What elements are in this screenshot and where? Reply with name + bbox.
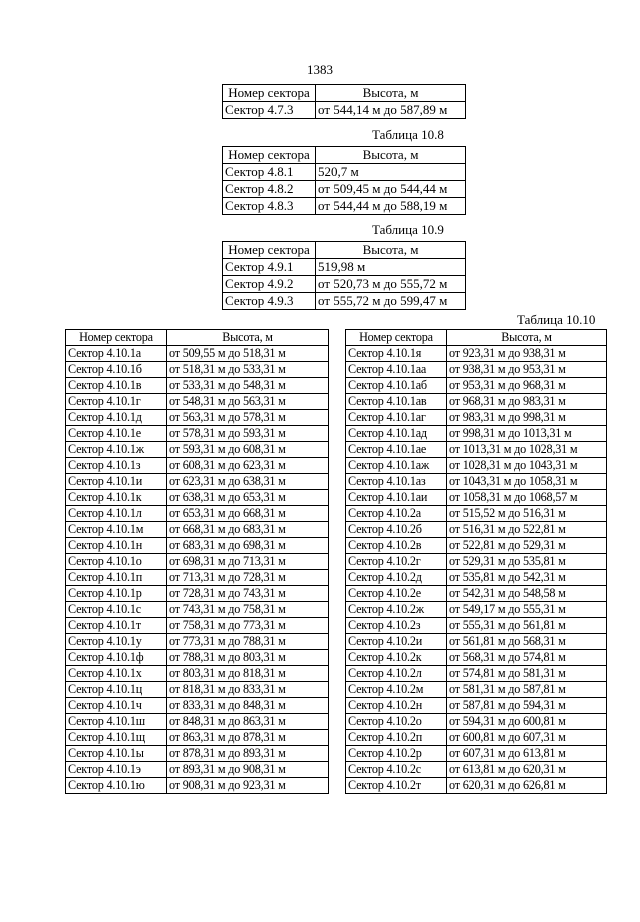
height-cell: от 773,31 м до 788,31 м <box>167 634 329 650</box>
height-cell: от 608,31 м до 623,31 м <box>167 458 329 474</box>
table-row <box>66 778 329 794</box>
height-cell: от 983,31 м до 998,31 м <box>447 410 607 426</box>
table-10-10-caption: Таблица 10.10 <box>517 312 596 327</box>
table-row <box>223 102 466 119</box>
column-header-height: Высота, м <box>167 330 329 346</box>
table-row <box>346 554 607 570</box>
table-row <box>346 410 607 426</box>
table-row <box>346 730 607 746</box>
height-cell: от 623,31 м до 638,31 м <box>167 474 329 490</box>
sector-cell: Сектор 4.10.1ш <box>66 714 167 730</box>
table-row <box>346 394 607 410</box>
sector-cell: Сектор 4.10.1ч <box>66 698 167 714</box>
table-row <box>346 778 607 794</box>
table-row <box>66 714 329 730</box>
table-row <box>346 506 607 522</box>
height-cell: от 555,31 м до 561,81 м <box>447 618 607 634</box>
table-row <box>66 346 329 362</box>
height-cell: от 607,31 м до 613,81 м <box>447 746 607 762</box>
height-cell: от 713,31 м до 728,31 м <box>167 570 329 586</box>
height-cell: от 509,45 м до 544,44 м <box>316 181 466 198</box>
column-header-height: Высота, м <box>316 242 466 259</box>
height-cell: от 544,14 м до 587,89 м <box>316 102 466 119</box>
height-cell: от 594,31 м до 600,81 м <box>447 714 607 730</box>
sector-cell: Сектор 4.10.1ф <box>66 650 167 666</box>
table-row <box>66 666 329 682</box>
table-row <box>223 276 466 293</box>
table-10-7-tail <box>222 84 466 119</box>
height-cell: от 561,81 м до 568,31 м <box>447 634 607 650</box>
table-row <box>346 522 607 538</box>
column-header-sector: Номер сектора <box>346 330 447 346</box>
sector-cell: Сектор 4.10.2п <box>346 730 447 746</box>
height-cell: от 520,73 м до 555,72 м <box>316 276 466 293</box>
sector-cell: Сектор 4.10.1ав <box>346 394 447 410</box>
height-cell: от 549,17 м до 555,31 м <box>447 602 607 618</box>
sector-cell: Сектор 4.10.2т <box>346 778 447 794</box>
table-row <box>66 762 329 778</box>
sector-cell: Сектор 4.10.2н <box>346 698 447 714</box>
table-row <box>346 666 607 682</box>
sector-cell: Сектор 4.10.1ж <box>66 442 167 458</box>
sector-cell: Сектор 4.10.1и <box>66 474 167 490</box>
sector-cell: Сектор 4.10.2г <box>346 554 447 570</box>
height-cell: от 683,31 м до 698,31 м <box>167 538 329 554</box>
sector-cell: Сектор 4.7.3 <box>223 102 316 119</box>
table-row <box>223 293 466 310</box>
table-row <box>66 682 329 698</box>
sector-cell: Сектор 4.10.1ы <box>66 746 167 762</box>
table-row <box>66 506 329 522</box>
header-row <box>223 147 466 164</box>
sector-cell: Сектор 4.10.2в <box>346 538 447 554</box>
sector-cell: Сектор 4.10.1щ <box>66 730 167 746</box>
height-cell: от 758,31 м до 773,31 м <box>167 618 329 634</box>
height-cell: от 522,81 м до 529,31 м <box>447 538 607 554</box>
header-row <box>346 330 607 346</box>
sector-cell: Сектор 4.10.1аз <box>346 474 447 490</box>
table-10-9-caption: Таблица 10.9 <box>372 222 444 237</box>
sector-cell: Сектор 4.10.2с <box>346 762 447 778</box>
height-cell: от 1058,31 м до 1068,57 м <box>447 490 607 506</box>
height-cell: от 968,31 м до 983,31 м <box>447 394 607 410</box>
sector-cell: Сектор 4.10.2о <box>346 714 447 730</box>
table-row <box>66 426 329 442</box>
height-cell: от 529,31 м до 535,81 м <box>447 554 607 570</box>
sector-cell: Сектор 4.9.1 <box>223 259 316 276</box>
height-cell: от 544,44 м до 588,19 м <box>316 198 466 215</box>
height-cell: от 833,31 м до 848,31 м <box>167 698 329 714</box>
height-cell: от 803,31 м до 818,31 м <box>167 666 329 682</box>
height-cell: от 533,31 м до 548,31 м <box>167 378 329 394</box>
table-row <box>66 698 329 714</box>
sector-cell: Сектор 4.10.1аж <box>346 458 447 474</box>
height-cell: от 563,31 м до 578,31 м <box>167 410 329 426</box>
height-cell: от 998,31 м до 1013,31 м <box>447 426 607 442</box>
table-row <box>66 650 329 666</box>
table-10-10-left <box>65 329 329 794</box>
header-row <box>66 330 329 346</box>
height-cell: от 848,31 м до 863,31 м <box>167 714 329 730</box>
sector-cell: Сектор 4.10.1с <box>66 602 167 618</box>
sector-cell: Сектор 4.10.1н <box>66 538 167 554</box>
sector-cell: Сектор 4.8.3 <box>223 198 316 215</box>
sector-cell: Сектор 4.10.2м <box>346 682 447 698</box>
sector-cell: Сектор 4.10.1д <box>66 410 167 426</box>
height-cell: от 613,81 м до 620,31 м <box>447 762 607 778</box>
height-cell: от 548,31 м до 563,31 м <box>167 394 329 410</box>
table-row <box>66 634 329 650</box>
table-row <box>346 618 607 634</box>
sector-cell: Сектор 4.10.1г <box>66 394 167 410</box>
table-row <box>346 378 607 394</box>
height-cell: от 818,31 м до 833,31 м <box>167 682 329 698</box>
sector-cell: Сектор 4.10.1аи <box>346 490 447 506</box>
height-cell: 520,7 м <box>316 164 466 181</box>
sector-cell: Сектор 4.10.1э <box>66 762 167 778</box>
table-10-8 <box>222 146 466 215</box>
height-cell: 519,98 м <box>316 259 466 276</box>
table-10-10-right <box>345 329 607 794</box>
height-cell: от 568,31 м до 574,81 м <box>447 650 607 666</box>
table-row <box>66 378 329 394</box>
sector-cell: Сектор 4.10.1ю <box>66 778 167 794</box>
height-cell: от 698,31 м до 713,31 м <box>167 554 329 570</box>
sector-cell: Сектор 4.10.2е <box>346 586 447 602</box>
sector-cell: Сектор 4.9.3 <box>223 293 316 310</box>
sector-cell: Сектор 4.10.2л <box>346 666 447 682</box>
table-row <box>66 442 329 458</box>
height-cell: от 1028,31 м до 1043,31 м <box>447 458 607 474</box>
table-row <box>223 259 466 276</box>
height-cell: от 600,81 м до 607,31 м <box>447 730 607 746</box>
column-header-sector: Номер сектора <box>66 330 167 346</box>
sector-cell: Сектор 4.10.1аг <box>346 410 447 426</box>
column-header-sector: Номер сектора <box>223 147 316 164</box>
table-row <box>223 164 466 181</box>
table-row <box>66 538 329 554</box>
height-cell: от 728,31 м до 743,31 м <box>167 586 329 602</box>
table-row <box>346 650 607 666</box>
height-cell: от 542,31 м до 548,58 м <box>447 586 607 602</box>
table-row <box>66 746 329 762</box>
table-row <box>346 714 607 730</box>
sector-cell: Сектор 4.10.2д <box>346 570 447 586</box>
height-cell: от 574,81 м до 581,31 м <box>447 666 607 682</box>
height-cell: от 923,31 м до 938,31 м <box>447 346 607 362</box>
table-row <box>346 698 607 714</box>
height-cell: от 593,31 м до 608,31 м <box>167 442 329 458</box>
sector-cell: Сектор 4.10.1а <box>66 346 167 362</box>
table-row <box>346 346 607 362</box>
sector-cell: Сектор 4.10.1з <box>66 458 167 474</box>
table-row <box>346 746 607 762</box>
table-10-8-caption: Таблица 10.8 <box>372 127 444 142</box>
height-cell: от 1043,31 м до 1058,31 м <box>447 474 607 490</box>
table-row <box>66 618 329 634</box>
height-cell: от 788,31 м до 803,31 м <box>167 650 329 666</box>
page-number: 1383 <box>307 62 333 77</box>
table-row <box>346 682 607 698</box>
table-row <box>66 490 329 506</box>
sector-cell: Сектор 4.10.1р <box>66 586 167 602</box>
sector-cell: Сектор 4.10.1ад <box>346 426 447 442</box>
sector-cell: Сектор 4.10.1ц <box>66 682 167 698</box>
height-cell: от 863,31 м до 878,31 м <box>167 730 329 746</box>
height-cell: от 620,31 м до 626,81 м <box>447 778 607 794</box>
sector-cell: Сектор 4.10.1о <box>66 554 167 570</box>
column-header-height: Высота, м <box>316 147 466 164</box>
sector-cell: Сектор 4.10.1п <box>66 570 167 586</box>
table-row <box>66 410 329 426</box>
table-row <box>66 570 329 586</box>
table-row <box>346 538 607 554</box>
header-row <box>223 242 466 259</box>
table-row <box>346 442 607 458</box>
sector-cell: Сектор 4.8.1 <box>223 164 316 181</box>
height-cell: от 668,31 м до 683,31 м <box>167 522 329 538</box>
table-row <box>66 554 329 570</box>
height-cell: от 578,31 м до 593,31 м <box>167 426 329 442</box>
table-row <box>66 394 329 410</box>
height-cell: от 581,31 м до 587,81 м <box>447 682 607 698</box>
sector-cell: Сектор 4.8.2 <box>223 181 316 198</box>
sector-cell: Сектор 4.10.2к <box>346 650 447 666</box>
sector-cell: Сектор 4.10.1х <box>66 666 167 682</box>
height-cell: от 516,31 м до 522,81 м <box>447 522 607 538</box>
sector-cell: Сектор 4.10.1м <box>66 522 167 538</box>
height-cell: от 515,52 м до 516,31 м <box>447 506 607 522</box>
sector-cell: Сектор 4.10.2б <box>346 522 447 538</box>
column-header-height: Высота, м <box>316 85 466 102</box>
sector-cell: Сектор 4.9.2 <box>223 276 316 293</box>
table-row <box>66 458 329 474</box>
table-row <box>346 458 607 474</box>
height-cell: от 878,31 м до 893,31 м <box>167 746 329 762</box>
sector-cell: Сектор 4.10.2р <box>346 746 447 762</box>
table-row <box>66 730 329 746</box>
table-row <box>346 570 607 586</box>
table-row <box>346 762 607 778</box>
table-row <box>346 426 607 442</box>
sector-cell: Сектор 4.10.1т <box>66 618 167 634</box>
table-row <box>223 198 466 215</box>
height-cell: от 938,31 м до 953,31 м <box>447 362 607 378</box>
column-header-sector: Номер сектора <box>223 242 316 259</box>
height-cell: от 587,81 м до 594,31 м <box>447 698 607 714</box>
table-row <box>66 586 329 602</box>
height-cell: от 953,31 м до 968,31 м <box>447 378 607 394</box>
sector-cell: Сектор 4.10.1л <box>66 506 167 522</box>
sector-cell: Сектор 4.10.1я <box>346 346 447 362</box>
sector-cell: Сектор 4.10.1б <box>66 362 167 378</box>
column-header-sector: Номер сектора <box>223 85 316 102</box>
sector-cell: Сектор 4.10.2ж <box>346 602 447 618</box>
sector-cell: Сектор 4.10.1ае <box>346 442 447 458</box>
table-row <box>66 522 329 538</box>
height-cell: от 509,55 м до 518,31 м <box>167 346 329 362</box>
table-row <box>66 474 329 490</box>
table-row <box>346 634 607 650</box>
table-row <box>346 474 607 490</box>
sector-cell: Сектор 4.10.1к <box>66 490 167 506</box>
table-row <box>346 586 607 602</box>
table-row <box>346 362 607 378</box>
height-cell: от 908,31 м до 923,31 м <box>167 778 329 794</box>
sector-cell: Сектор 4.10.1в <box>66 378 167 394</box>
table-row <box>66 602 329 618</box>
sector-cell: Сектор 4.10.1аб <box>346 378 447 394</box>
height-cell: от 518,31 м до 533,31 м <box>167 362 329 378</box>
height-cell: от 1013,31 м до 1028,31 м <box>447 442 607 458</box>
sector-cell: Сектор 4.10.2и <box>346 634 447 650</box>
sector-cell: Сектор 4.10.2з <box>346 618 447 634</box>
height-cell: от 893,31 м до 908,31 м <box>167 762 329 778</box>
table-row <box>346 490 607 506</box>
height-cell: от 743,31 м до 758,31 м <box>167 602 329 618</box>
sector-cell: Сектор 4.10.1у <box>66 634 167 650</box>
sector-cell: Сектор 4.10.1е <box>66 426 167 442</box>
sector-cell: Сектор 4.10.2а <box>346 506 447 522</box>
table-10-9 <box>222 241 466 310</box>
table-row <box>66 362 329 378</box>
height-cell: от 638,31 м до 653,31 м <box>167 490 329 506</box>
column-header-height: Высота, м <box>447 330 607 346</box>
height-cell: от 535,81 м до 542,31 м <box>447 570 607 586</box>
table-row <box>346 602 607 618</box>
header-row <box>223 85 466 102</box>
height-cell: от 555,72 м до 599,47 м <box>316 293 466 310</box>
sector-cell: Сектор 4.10.1аа <box>346 362 447 378</box>
table-row <box>223 181 466 198</box>
height-cell: от 653,31 м до 668,31 м <box>167 506 329 522</box>
